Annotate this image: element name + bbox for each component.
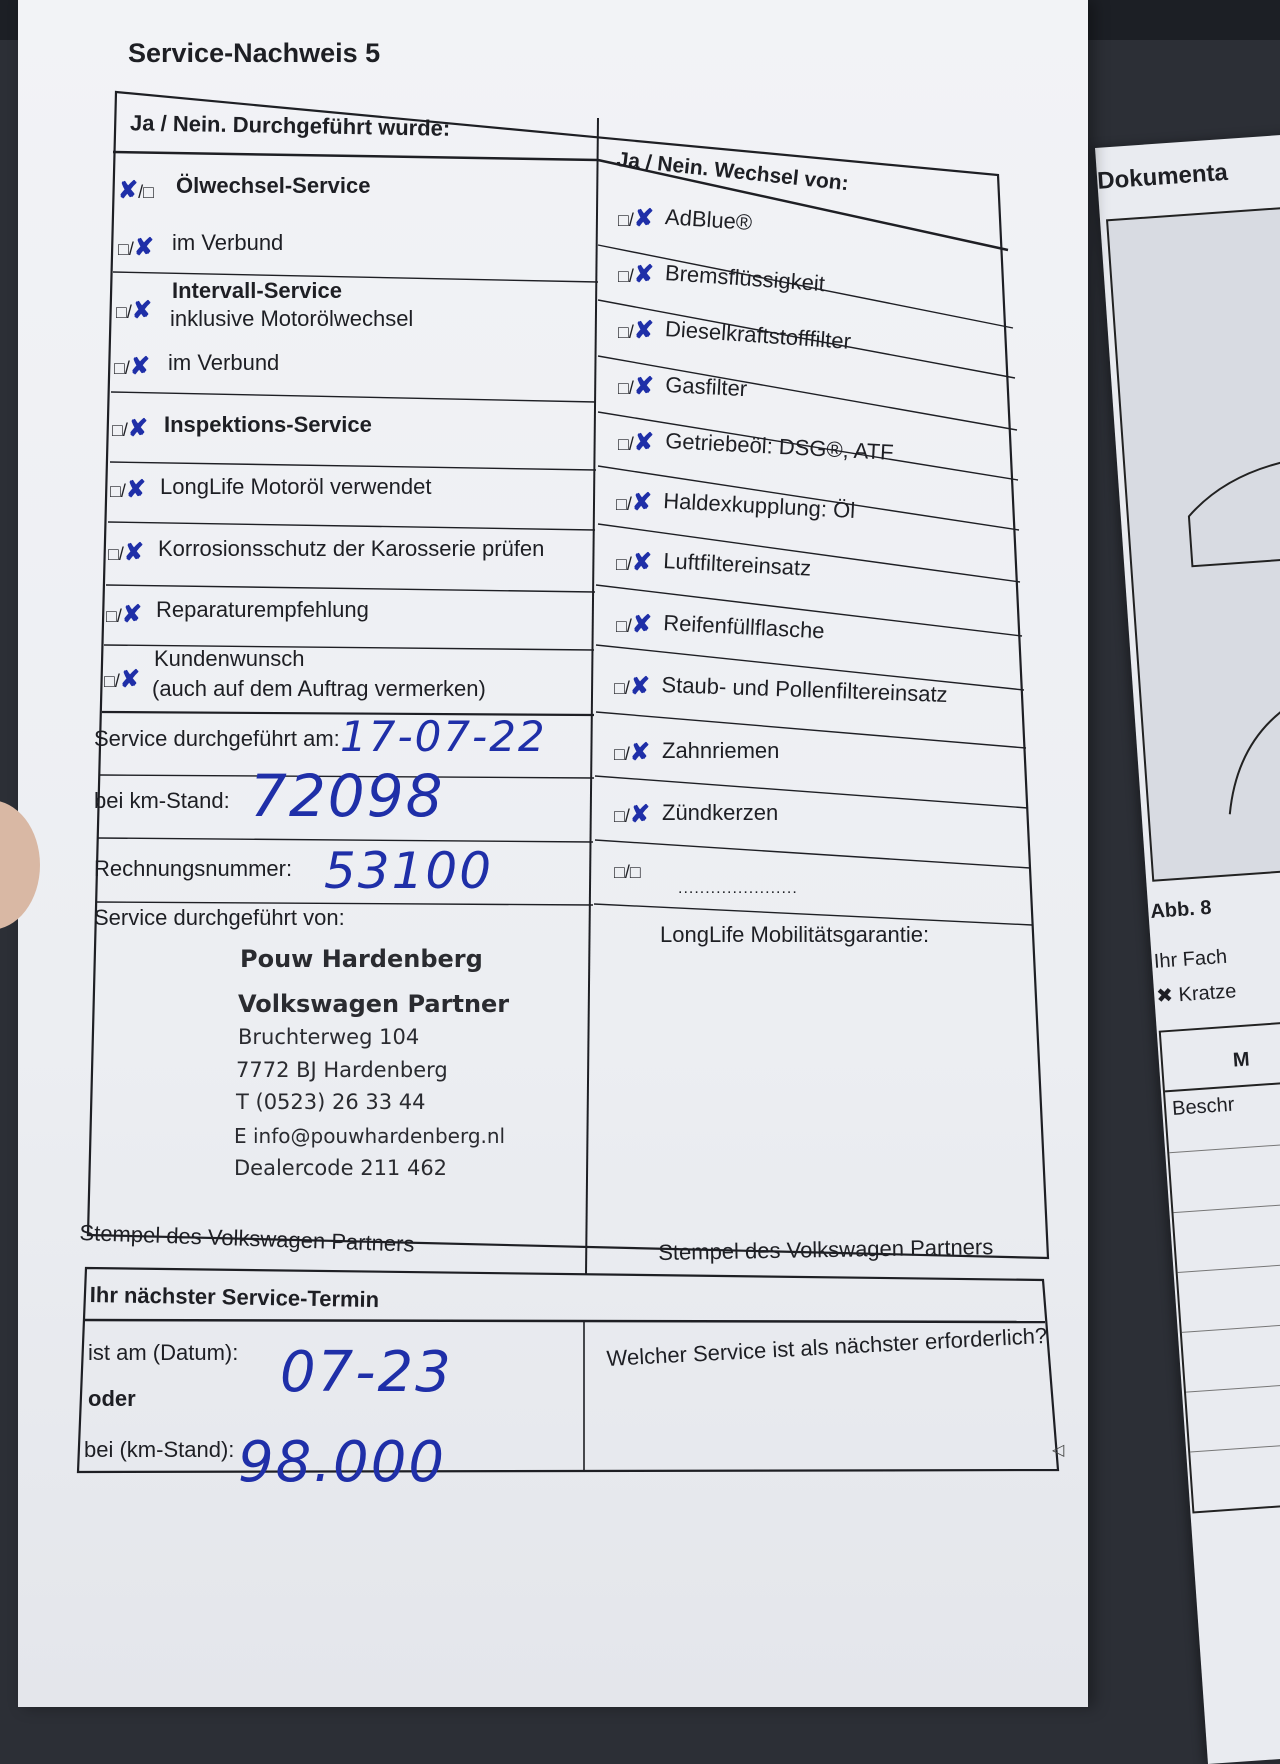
or-label: oder xyxy=(88,1386,136,1411)
dealer-email: E info@pouwhardenberg.nl xyxy=(234,1124,506,1148)
right-page-table-col: Beschr xyxy=(1171,1093,1236,1120)
next-date-value[interactable]: 07-23 xyxy=(280,1340,453,1405)
checkbox-gear-oil[interactable]: □/✘ xyxy=(618,429,654,456)
item-tyre-inflation-label: Reifenfüllflasche xyxy=(662,610,826,644)
item-diesel-filter-label: Dieselkraftstofffilter xyxy=(664,316,852,354)
stamp-label-left: Stempel des Volkswagen Partners xyxy=(79,1220,415,1257)
item-longlife-oil-label: LongLife Motoröl verwendet xyxy=(160,474,432,499)
checkbox-adblue[interactable]: □/✘ xyxy=(618,205,654,232)
performed-by-label: Service durchgeführt von: xyxy=(94,905,345,930)
right-page-figure xyxy=(1106,202,1280,881)
item-haldex-label: Haldexkupplung: Öl xyxy=(662,488,856,524)
checkbox-blank[interactable]: □/□ xyxy=(614,862,641,882)
checkbox-inspection-service[interactable]: □/✘ xyxy=(112,415,148,442)
longlife-guarantee-label: LongLife Mobilitätsgarantie: xyxy=(660,922,930,947)
service-date-value[interactable]: 17-07-22 xyxy=(340,712,547,761)
dealer-phone: T (0523) 26 33 44 xyxy=(236,1090,426,1114)
checkbox-customer-request[interactable]: □/✘ xyxy=(104,666,140,693)
item-gear-oil-label: Getriebeöl: DSG®, ATF xyxy=(664,428,895,465)
item-customer-request-sub: (auch auf dem Auftrag vermerken) xyxy=(152,676,486,701)
checkbox-longlife-oil[interactable]: □/✘ xyxy=(110,476,146,503)
km-value[interactable]: 72098 xyxy=(250,762,445,830)
checkbox-haldex[interactable]: □/✘ xyxy=(616,489,652,516)
dealer-code: Dealercode 211 462 xyxy=(234,1156,448,1180)
checkbox-timing-belt[interactable]: □/✘ xyxy=(614,739,650,766)
item-interval-service-sub: inklusive Motorölwechsel xyxy=(170,306,414,331)
checkbox-spark-plugs[interactable]: □/✘ xyxy=(614,801,650,828)
item-timing-belt-label: Zahnriemen xyxy=(662,738,780,763)
next-km-value[interactable]: 98.000 xyxy=(238,1430,446,1495)
service-date-label: Service durchgeführt am: xyxy=(94,726,340,751)
next-service-header: Ihr nächster Service-Termin xyxy=(89,1282,380,1313)
invoice-label: Rechnungsnummer: xyxy=(94,856,293,881)
item-repair-recommendation-label: Reparaturempfehlung xyxy=(156,597,369,622)
checkbox-diesel-filter[interactable]: □/✘ xyxy=(618,317,654,344)
right-page xyxy=(1095,130,1280,1764)
right-column-header: Ja / Nein. Wechsel von: xyxy=(615,148,850,196)
dealer-city: 7772 BJ Hardenberg xyxy=(236,1058,448,1082)
checkbox-air-filter[interactable]: □/✘ xyxy=(616,549,652,576)
blank-dots: ...................... xyxy=(678,880,798,897)
right-page-table-head: M xyxy=(1232,1048,1251,1072)
item-customer-request-label: Kundenwunsch xyxy=(154,646,305,671)
item-interval-service-label: Intervall-Service xyxy=(172,278,342,303)
item-air-filter-label: Luftfiltereinsatz xyxy=(662,548,812,581)
stamp-label-right: Stempel des Volkswagen Partners xyxy=(658,1234,994,1265)
item-brake-fluid-label: Bremsflüssigkeit xyxy=(664,260,826,297)
checkbox-brake-fluid[interactable]: □/✘ xyxy=(618,261,654,288)
checkbox-interval-service[interactable]: □/✘ xyxy=(116,297,152,324)
item-adblue-label: AdBlue® xyxy=(664,204,753,236)
checkbox-gas-filter[interactable]: □/✘ xyxy=(618,373,654,400)
right-page-line1: Ihr Fach xyxy=(1153,945,1228,973)
dealer-partner: Volkswagen Partner xyxy=(238,990,510,1018)
car-illustration xyxy=(1108,205,1280,880)
checkbox-oil-change[interactable]: ✘/□ xyxy=(118,177,154,204)
item-oil-change-combined-label: im Verbund xyxy=(172,230,284,255)
checkbox-corrosion-check[interactable]: □/✘ xyxy=(108,539,144,566)
next-km-label: bei (km-Stand): xyxy=(84,1437,235,1462)
right-page-table xyxy=(1159,1014,1280,1514)
next-service-question: Welcher Service ist als nächster erforderlich? xyxy=(606,1322,1048,1371)
item-inspection-service-label: Inspektions-Service xyxy=(164,412,372,437)
checkbox-interval-combined[interactable]: □/✘ xyxy=(114,353,150,380)
svg-text:◁: ◁ xyxy=(1052,1442,1065,1459)
next-date-label: ist am (Datum): xyxy=(88,1340,239,1365)
service-booklet-page xyxy=(18,0,1088,1707)
invoice-value[interactable]: 53100 xyxy=(324,842,494,900)
dealer-street: Bruchterweg 104 xyxy=(238,1025,420,1049)
right-page-fig-label: Abb. 8 xyxy=(1149,896,1213,923)
item-oil-change-label: Ölwechsel-Service xyxy=(176,173,371,198)
left-column-header: Ja / Nein. Durchgeführt wurde: xyxy=(129,110,451,141)
item-pollen-filter-label: Staub- und Pollenfiltereinsatz xyxy=(661,672,948,707)
item-corrosion-check-label: Korrosionsschutz der Karosserie prüfen xyxy=(158,536,545,561)
checkbox-tyre-inflation[interactable]: □/✘ xyxy=(616,611,652,638)
item-gas-filter-label: Gasfilter xyxy=(664,372,748,402)
page-title: Service-Nachweis 5 xyxy=(128,38,381,68)
km-label: bei km-Stand: xyxy=(94,788,230,813)
right-page-title: Dokumenta xyxy=(1096,158,1229,195)
item-spark-plugs-label: Zündkerzen xyxy=(662,800,779,825)
checkbox-oil-change-combined[interactable]: □/✘ xyxy=(118,234,154,261)
dealer-name: Pouw Hardenberg xyxy=(240,945,483,973)
item-interval-combined-label: im Verbund xyxy=(168,350,280,375)
checkbox-pollen-filter[interactable]: □/✘ xyxy=(614,673,650,700)
right-page-line2: ✖ Kratze xyxy=(1155,980,1238,1008)
checkbox-repair-recommendation[interactable]: □/✘ xyxy=(106,601,142,628)
